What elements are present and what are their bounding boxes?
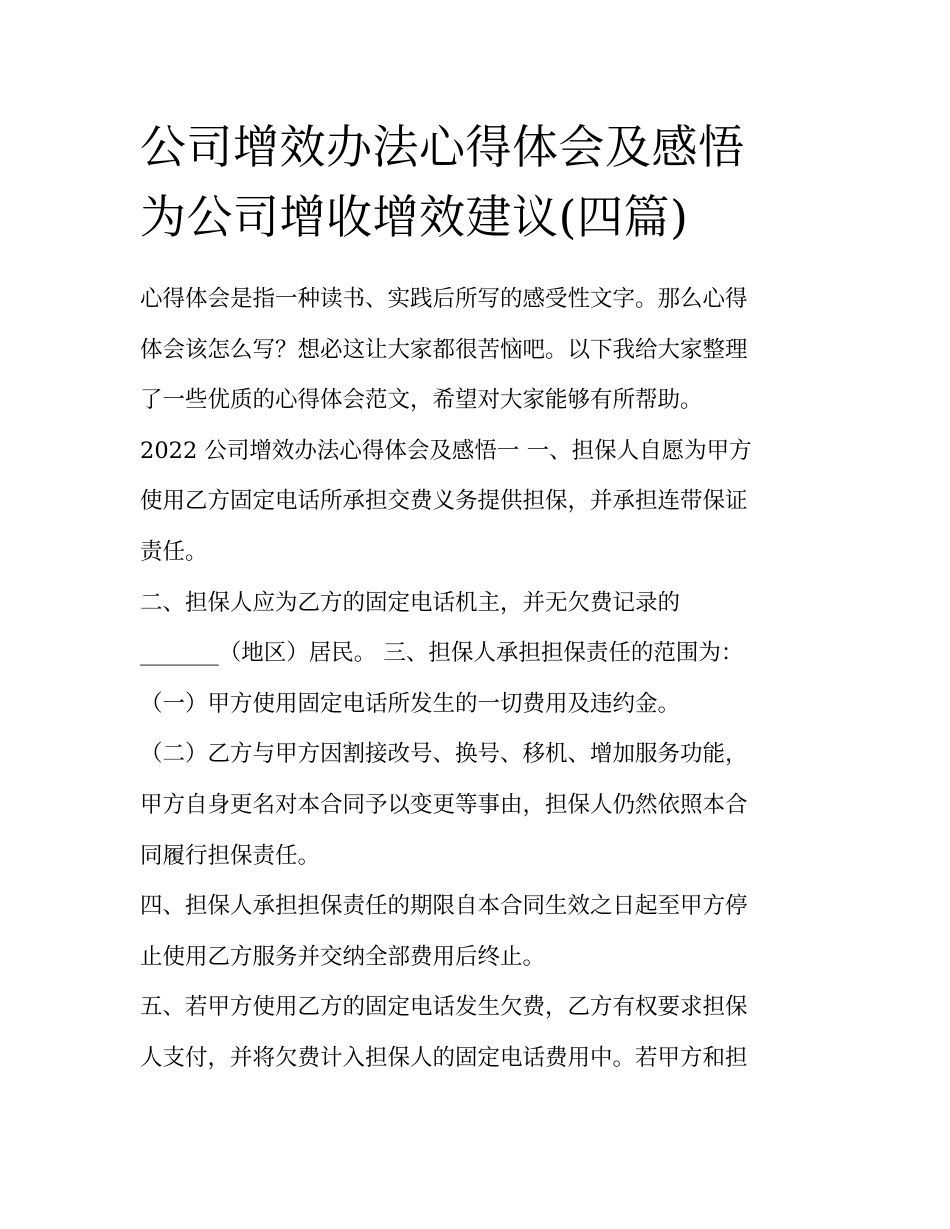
title-line: 为公司增收增效建议(四篇) (140, 190, 689, 244)
paragraph-intro (140, 274, 815, 426)
text-line: 了一些优质的心得体会范文，希望对大家能够有所帮助。 (140, 387, 703, 414)
text-line: （二）乙方与甲方因割接改号、换号、移机、增加服务功能， (140, 741, 748, 768)
text-line: 止使用乙方服务并交纳全部费用后终止。 (140, 943, 546, 970)
text-line: 同履行担保责任。 (140, 842, 321, 869)
text-line: 二、担保人应为乙方的固定电话机主，并无欠费记录的 (140, 589, 681, 616)
text-line: 2022 公司增效办法心得体会及感悟一 一、担保人自愿为甲方 (140, 437, 752, 464)
text-line: （一）甲方使用固定电话所发生的一切费用及违约金。 (140, 690, 681, 717)
paragraph-clause-3-2 (140, 729, 815, 881)
paragraph-clause-1 (140, 426, 815, 578)
text-line: 使用乙方固定电话所承担交费义务提供担保，并承担连带保证 (140, 488, 748, 515)
text-line: 甲方自身更名对本合同予以变更等事由，担保人仍然依照本合 (140, 791, 748, 818)
text-line: 五、若甲方使用乙方的固定电话发生欠费，乙方有权要求担保 (140, 994, 748, 1021)
text-line: _______（地区）居民。 三、担保人承担担保责任的范围为： (140, 640, 744, 667)
title-line: 公司增效办法心得体会及感悟 (140, 120, 745, 174)
text-line: 心得体会是指一种读书、实践后所写的感受性文字。那么心得 (140, 286, 748, 312)
document-title (140, 112, 815, 252)
text-line: 体会该怎么写？想必这让大家都很苦恼吧。以下我给大家整理 (140, 336, 748, 363)
document-content (140, 112, 815, 1084)
paragraph-clause-4 (140, 881, 815, 982)
text-line: 责任。 (140, 538, 208, 565)
paragraph-clause-3-1 (140, 679, 815, 730)
paragraph-clause-2-3 (140, 578, 815, 679)
paragraph-clause-5 (140, 982, 815, 1083)
text-line: 四、担保人承担担保责任的期限自本合同生效之日起至甲方停 (140, 893, 748, 920)
text-line: 人支付，并将欠费计入担保人的固定电话费用中。若甲方和担 (140, 1044, 748, 1071)
document-body (140, 274, 815, 1084)
